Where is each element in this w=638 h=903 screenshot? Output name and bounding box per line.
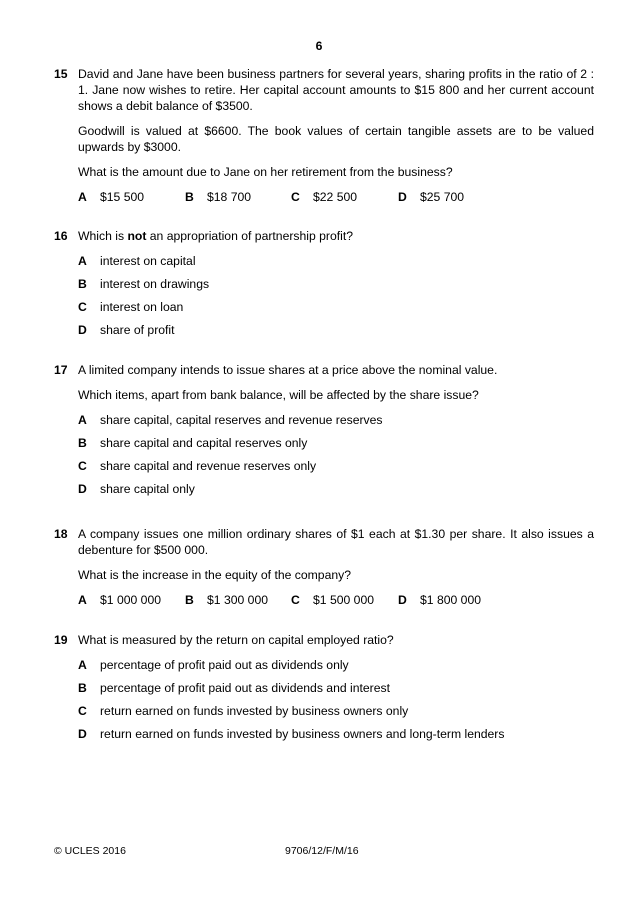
emphasis-not: not [127,229,147,243]
page-number: 6 [315,39,323,53]
question-stem: What is the amount due to Jane on her retirement from the business? [78,165,453,179]
option-b[interactable] [185,189,252,205]
question-text: David and Jane have been business partners for several years, sharing profits in the ratio of 2 : 1. Jane now wishes to retire. Her capital account amounts to $15 800 and her current account shows a debit balance of $3500. [78,67,594,113]
option-letter: D [78,482,87,496]
footer-paper-code: 9706/12/F/M/16 [285,845,359,857]
option-c[interactable] [78,299,594,315]
question-stem: Which is not an appropriation of partnership profit? [78,229,354,243]
option-c[interactable] [78,458,594,474]
option-c[interactable] [291,592,374,608]
question-stem: What is the increase in the equity of the company? [78,568,352,582]
option-b[interactable] [78,276,594,292]
option-letter: B [78,277,87,291]
question-17 [54,362,594,504]
option-letter: C [291,190,300,204]
footer-copyright: © UCLES 2016 [54,845,126,857]
option-b[interactable] [78,435,594,451]
question-number: 17 [54,363,68,377]
question-number: 19 [54,633,68,647]
option-text: return earned on funds invested by business owners only [100,704,409,718]
option-text: $1 000 000 [100,593,161,607]
option-text: share capital and capital reserves only [100,436,308,450]
option-text: $25 700 [420,190,465,204]
question-text: Goodwill is valued at $6600. The book values of certain tangible assets are to be valued upwards by $3000. [78,124,594,154]
option-text: return earned on funds invested by business owners and long-term lenders [100,727,505,741]
question-stem: What is measured by the return on capital employed ratio? [78,633,394,647]
option-text: share capital only [100,482,195,496]
option-text: interest on capital [100,254,196,268]
option-a[interactable] [78,412,594,428]
option-letter: B [78,436,87,450]
option-d[interactable] [78,726,594,742]
question-text: A company issues one million ordinary shares of $1 each at $1.30 per share. It also issues a debenture for $500 000. [78,527,594,557]
option-letter: B [78,681,87,695]
option-d[interactable] [398,189,465,205]
option-d[interactable] [398,592,481,608]
option-a[interactable] [78,253,594,269]
option-letter: A [78,190,87,204]
question-text: A limited company intends to issue shares at a price above the nominal value. [78,363,498,377]
option-text: $1 300 000 [207,593,268,607]
option-text: share capital and revenue reserves only [100,459,317,473]
option-a[interactable] [78,657,594,673]
option-letter: C [78,300,87,314]
option-text: $18 700 [207,190,252,204]
option-letter: D [78,323,87,337]
question-number: 15 [54,67,68,81]
option-text: interest on drawings [100,277,210,291]
option-a[interactable] [78,189,145,205]
question-19 [54,632,594,749]
option-b[interactable] [185,592,268,608]
option-b[interactable] [78,680,594,696]
option-letter: D [398,593,407,607]
option-letter: B [185,593,194,607]
option-text: share capital, capital reserves and revenue reserves [100,413,383,427]
option-letter: A [78,593,87,607]
option-letter: A [78,254,87,268]
options-row [78,592,594,608]
option-letter: D [398,190,407,204]
question-16 [54,228,594,345]
option-a[interactable] [78,592,161,608]
option-text: interest on loan [100,300,184,314]
option-letter: C [291,593,300,607]
option-d[interactable] [78,481,594,497]
option-letter: A [78,658,87,672]
question-stem: Which items, apart from bank balance, will be affected by the share issue? [78,388,479,402]
option-text: percentage of profit paid out as dividends and interest [100,681,390,695]
option-letter: B [185,190,194,204]
option-text: $1 800 000 [420,593,481,607]
option-letter: C [78,459,87,473]
option-c[interactable] [78,703,594,719]
option-text: $22 500 [313,190,358,204]
options-row [78,189,594,205]
question-number: 18 [54,527,68,541]
option-text: $15 500 [100,190,145,204]
option-text: $1 500 000 [313,593,374,607]
option-letter: D [78,727,87,741]
question-15 [54,66,594,205]
option-letter: C [78,704,87,718]
option-c[interactable] [291,189,358,205]
option-letter: A [78,413,87,427]
question-number: 16 [54,229,68,243]
option-text: percentage of profit paid out as dividends only [100,658,349,672]
option-d[interactable] [78,322,594,338]
question-18 [54,526,594,608]
option-text: share of profit [100,323,175,337]
